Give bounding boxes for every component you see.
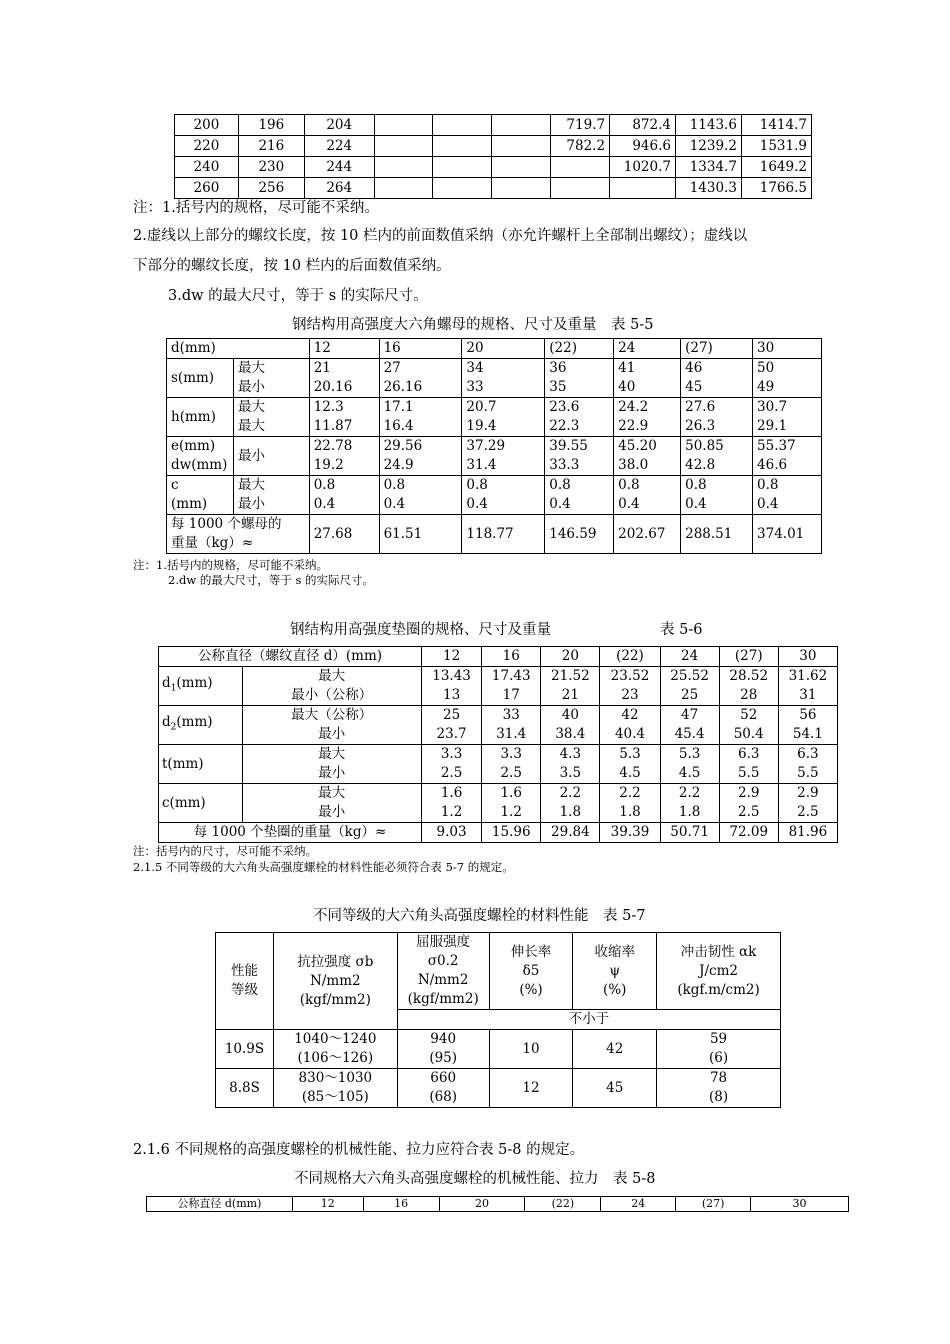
table-cell: 1430.3 (676, 178, 742, 199)
table-cell: 33 31.4 (482, 706, 541, 745)
t55-label-h: h(mm) (167, 398, 234, 437)
table-cell: 0.8 0.4 (753, 476, 822, 515)
t55-head-row: d(mm) 12 16 20 (22) 24 (27) 30 (167, 339, 822, 359)
table-cell: 5.3 4.5 (600, 745, 660, 784)
table-cell: 52 50.4 (719, 706, 778, 745)
t55-label-s: s(mm) (167, 359, 234, 398)
note-2a: 2.虚线以上部分的螺纹长度，按 10 栏内的前面数值采纳（亦允许螺杆上全部制出螺纹）；虚线以 (133, 228, 748, 244)
table-row (216, 1030, 781, 1069)
table-row (175, 157, 812, 178)
table-cell: 25.52 25 (660, 667, 719, 706)
table-cell: 4.3 3.5 (541, 745, 600, 784)
note-1: 注：1.括号内的规格，尽可能不采纳。 (133, 200, 379, 216)
table-cell: 42 40.4 (600, 706, 660, 745)
table-cell: 1334.7 (676, 157, 742, 178)
t57-head-row (216, 933, 781, 1010)
table-cell: 20.7 19.4 (462, 398, 545, 437)
table-cell: 260 (175, 178, 239, 199)
table-cell: 1.6 1.2 (422, 784, 482, 823)
table-cell: 17.43 17 (482, 667, 541, 706)
table-cell: 1143.6 (676, 115, 742, 136)
table-cell: 1239.2 (676, 136, 742, 157)
t56-sub-d1: 最大 最小（公称） (242, 667, 421, 706)
table-cell: 36 35 (545, 359, 614, 398)
table-cell: 39.39 (600, 823, 660, 843)
t56-label-t: t(mm) (159, 745, 243, 784)
t56-head-row: 公称直径（螺纹直径 d）(mm) 12 16 20 (22) 24 (27) 30 (159, 647, 838, 667)
table-cell: 230 (238, 157, 304, 178)
impact-head: 冲击韧性 αk J/cm2 (kgf.m/cm2) (657, 933, 781, 1010)
table-cell: 204 (304, 115, 374, 136)
t55-row-c (167, 476, 822, 515)
table-cell: 288.51 (681, 515, 753, 554)
bolt-length-table (174, 114, 812, 199)
table-cell (551, 157, 610, 178)
t55-label-weight: 每 1000 个螺母的 重量（kg）≈ (167, 515, 310, 554)
table-cell: 41 40 (614, 359, 681, 398)
table-cell: 17.1 16.4 (379, 398, 462, 437)
table-cell (433, 157, 492, 178)
table-cell: 940 (95) (397, 1030, 489, 1069)
table-cell: 47 45.4 (660, 706, 719, 745)
table-cell: 2.9 2.5 (778, 784, 837, 823)
table-cell: 37.29 31.4 (462, 437, 545, 476)
grade-head: 性能 等级 (216, 933, 274, 1030)
table-cell: 2.2 1.8 (541, 784, 600, 823)
table-cell: 196 (238, 115, 304, 136)
table-cell: 264 (304, 178, 374, 199)
table56-title: 钢结构用高强度垫圈的规格、尺寸及重量 (290, 622, 551, 638)
table-cell (610, 178, 676, 199)
t56-label-weight: 每 1000 个垫圈的重量（kg）≈ (159, 823, 422, 843)
yield-head: 屈服强度 σ0.2 N/mm2 (kgf/mm2) (397, 933, 489, 1010)
t55-row-h (167, 398, 822, 437)
table-cell: 59 (6) (657, 1030, 781, 1069)
table-cell: 946.6 (610, 136, 676, 157)
table-cell: 1040～1240 (106～126) (273, 1030, 397, 1069)
table-cell: 13.43 13 (422, 667, 482, 706)
t56-sub-t: 最大 最小 (242, 745, 421, 784)
table-cell: 0.8 0.4 (462, 476, 545, 515)
table-cell: 29.84 (541, 823, 600, 843)
table-cell: 50.85 42.8 (681, 437, 753, 476)
t56-row-d1 (159, 667, 838, 706)
table-cell: 27.6 26.3 (681, 398, 753, 437)
t56-row-t (159, 745, 838, 784)
table-cell: 25 23.7 (422, 706, 482, 745)
table-cell: 1649.2 (741, 157, 811, 178)
table-cell: 830～1030 (85～105) (273, 1069, 397, 1108)
table-cell (492, 136, 551, 157)
t55-label-c: c (mm) (167, 476, 234, 515)
table-cell: 29.56 24.9 (379, 437, 462, 476)
t55-row-weight (167, 515, 822, 554)
table-cell: 6.3 5.5 (719, 745, 778, 784)
table-cell (374, 136, 433, 157)
t55-row-s (167, 359, 822, 398)
t56-sub-c: 最大 最小 (242, 784, 421, 823)
table-cell: 56 54.1 (778, 706, 837, 745)
t55-row-e (167, 437, 822, 476)
t56-row-d2 (159, 706, 838, 745)
note3-2: 2.1.5 不同等级的大六角头高强度螺栓的材料性能必须符合表 5-7 的规定。 (133, 860, 514, 874)
table-cell: 1020.7 (610, 157, 676, 178)
table55-title: 钢结构用高强度大六角螺母的规格、尺寸及重量 表 5-5 (292, 317, 654, 333)
nut-spec-table (166, 338, 822, 554)
table-cell: 719.7 (551, 115, 610, 136)
table-row (175, 115, 812, 136)
table-cell: 0.8 0.4 (379, 476, 462, 515)
table-cell: 146.59 (545, 515, 614, 554)
note3-1: 注：括号内的尺寸，尽可能不采纳。 (133, 844, 317, 858)
table-cell: 9.03 (422, 823, 482, 843)
table-cell: 50.71 (660, 823, 719, 843)
table-cell: 0.8 0.4 (309, 476, 379, 515)
t56-label-d1: $d_1(mm)$ (159, 667, 243, 706)
table-cell: 34 33 (462, 359, 545, 398)
table-cell: 374.01 (753, 515, 822, 554)
table-cell: 45.20 38.0 (614, 437, 681, 476)
table-cell: 12 (489, 1069, 573, 1108)
t58-head-row: 公称直径 d(mm) 12 16 20 (22) 24 (27) 30 (147, 1197, 849, 1212)
table-cell: 61.51 (379, 515, 462, 554)
table-row (216, 1069, 781, 1108)
table-cell: 200 (175, 115, 239, 136)
table-cell (551, 178, 610, 199)
mechanical-property-table (146, 1196, 849, 1212)
table-cell: 224 (304, 136, 374, 157)
table-cell: 202.67 (614, 515, 681, 554)
table-cell: 39.55 33.3 (545, 437, 614, 476)
table-cell: 3.3 2.5 (422, 745, 482, 784)
table-cell: 42 (573, 1030, 657, 1069)
t56-label-d2: $d_2(mm)$ (159, 706, 243, 745)
table-cell: 220 (175, 136, 239, 157)
table-cell: 31.62 31 (778, 667, 837, 706)
table-cell: 5.3 4.5 (660, 745, 719, 784)
table-cell: 55.37 46.6 (753, 437, 822, 476)
table-cell: 15.96 (482, 823, 541, 843)
washer-spec-table (158, 646, 838, 843)
table-cell: 30.7 29.1 (753, 398, 822, 437)
table-cell (492, 157, 551, 178)
table-cell: 1766.5 (741, 178, 811, 199)
table-cell: 72.09 (719, 823, 778, 843)
table-cell: 27.68 (309, 515, 379, 554)
note2-2: 2.dw 的最大尺寸，等于 s 的实际尺寸。 (168, 573, 375, 587)
table-cell: 0.8 0.4 (545, 476, 614, 515)
table-cell: 256 (238, 178, 304, 199)
tensile-head: 抗拉强度 σb N/mm2 (kgf/mm2) (273, 933, 397, 1030)
table-cell: 3.3 2.5 (482, 745, 541, 784)
t55-sub-e: 最小 (233, 437, 309, 476)
table-cell: 23.6 22.3 (545, 398, 614, 437)
table-cell: 12.3 11.87 (309, 398, 379, 437)
grade-cell: 10.9S (216, 1030, 274, 1069)
t55-sub-h: 最大 最大 (233, 398, 309, 437)
section-2-1-6: 2.1.6 不同规格的高强度螺栓的机械性能、拉力应符合表 5-8 的规定。 (133, 1142, 585, 1158)
table-cell: 0.8 0.4 (614, 476, 681, 515)
table-cell (433, 115, 492, 136)
table-cell (433, 178, 492, 199)
table-cell: 2.2 1.8 (600, 784, 660, 823)
table-cell: 21 20.16 (309, 359, 379, 398)
table-cell: 1531.9 (741, 136, 811, 157)
table-cell: 216 (238, 136, 304, 157)
elong-head: 伸长率 δ5 (%) (489, 933, 573, 1010)
t56-row-c (159, 784, 838, 823)
table-cell (374, 178, 433, 199)
t55-sub-c: 最大 最小 (233, 476, 309, 515)
table-cell: 2.2 1.8 (660, 784, 719, 823)
table56-no: 表 5-6 (660, 622, 703, 638)
t56-sub-d2: 最大（公称） 最小 (242, 706, 421, 745)
shrink-head: 收缩率 ψ (%) (573, 933, 657, 1010)
table-cell: 10 (489, 1030, 573, 1069)
table-cell: 1414.7 (741, 115, 811, 136)
table-cell: 81.96 (778, 823, 837, 843)
t57-min-row: 不小于 (216, 1010, 781, 1030)
t55-sub-s: 最大 最小 (233, 359, 309, 398)
table-cell (492, 178, 551, 199)
note2-1: 注：1.括号内的规格，尽可能不采纳。 (133, 558, 328, 572)
table-cell: 50 49 (753, 359, 822, 398)
table-cell: 118.77 (462, 515, 545, 554)
table-cell: 23.52 23 (600, 667, 660, 706)
t55-label-e: e(mm) dw(mm) (167, 437, 234, 476)
note-3: 3.dw 的最大尺寸，等于 s 的实际尺寸。 (168, 288, 428, 304)
table-cell: 78 (8) (657, 1069, 781, 1108)
note-2b: 下部分的螺纹长度，按 10 栏内的后面数值采纳。 (133, 258, 451, 274)
material-property-table (215, 932, 781, 1108)
table-cell (374, 115, 433, 136)
table-cell (433, 136, 492, 157)
table-cell: 244 (304, 157, 374, 178)
table-cell: 40 38.4 (541, 706, 600, 745)
table-cell: 240 (175, 157, 239, 178)
table-cell: 872.4 (610, 115, 676, 136)
table-cell: 1.6 1.2 (482, 784, 541, 823)
table-cell: 660 (68) (397, 1069, 489, 1108)
table-cell: 46 45 (681, 359, 753, 398)
table-cell: 0.8 0.4 (681, 476, 753, 515)
table-row (175, 136, 812, 157)
table-cell (492, 115, 551, 136)
t56-label-c: c(mm) (159, 784, 243, 823)
table58-title: 不同规格大六角头高强度螺栓的机械性能、拉力 表 5-8 (294, 1171, 656, 1187)
table-cell: 2.9 2.5 (719, 784, 778, 823)
table-cell: 28.52 28 (719, 667, 778, 706)
grade-cell: 8.8S (216, 1069, 274, 1108)
table-cell: 6.3 5.5 (778, 745, 837, 784)
table-cell (374, 157, 433, 178)
table-cell: 21.52 21 (541, 667, 600, 706)
table-cell: 24.2 22.9 (614, 398, 681, 437)
t56-row-weight (159, 823, 838, 843)
table-cell: 45 (573, 1069, 657, 1108)
table-cell: 27 26.16 (379, 359, 462, 398)
table-cell: 782.2 (551, 136, 610, 157)
table-cell: 22.78 19.2 (309, 437, 379, 476)
table57-title: 不同等级的大六角头高强度螺栓的材料性能 表 5-7 (313, 908, 646, 924)
